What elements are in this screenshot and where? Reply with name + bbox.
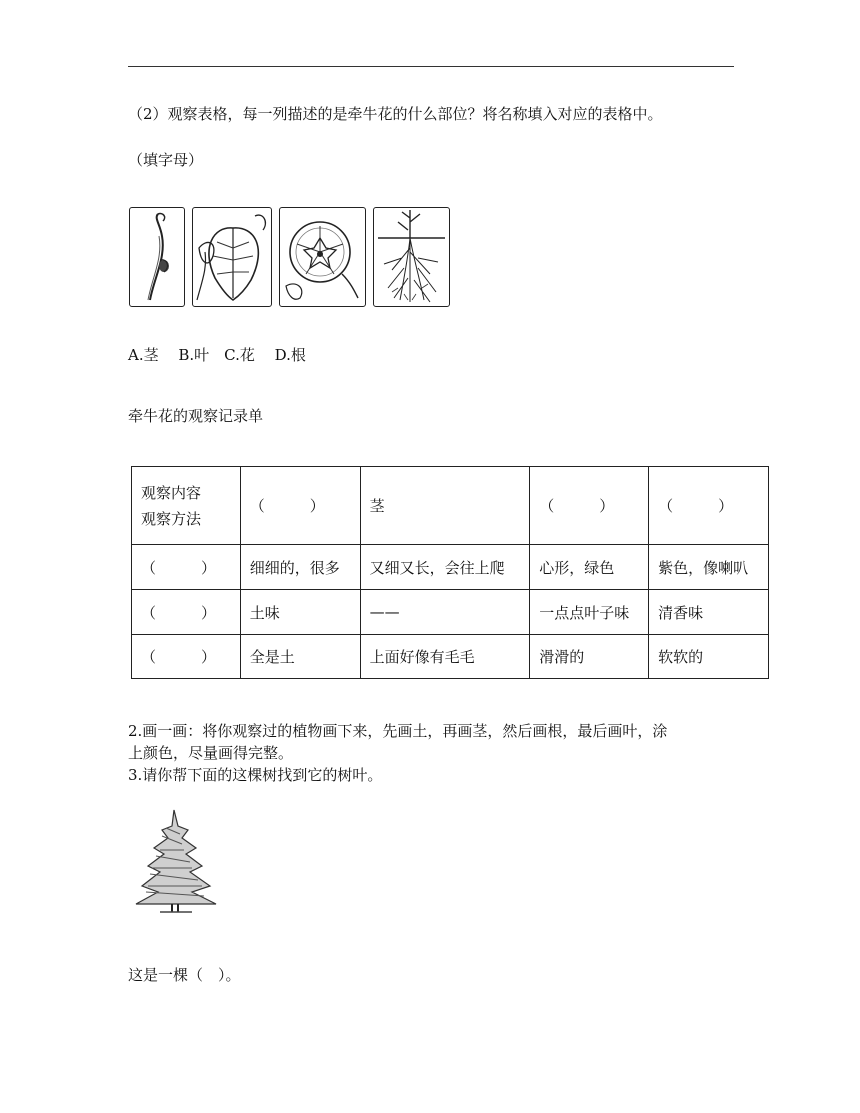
question-2-2-prompt: （2）观察表格，每一列描述的是牵牛花的什么部位？将名称填入对应的表格中。 — [128, 105, 663, 123]
plant-parts-pictures — [129, 207, 453, 307]
table-cell: 土味 — [240, 590, 360, 635]
table-cell: 滑滑的 — [530, 635, 649, 679]
table-cell: 又细又长，会往上爬 — [360, 545, 530, 590]
header-method-label: 观察方法 — [141, 509, 202, 528]
tree-icon — [132, 806, 220, 914]
question-2-line2: 上颜色，尽量画得完整。 — [128, 744, 294, 762]
table-cell: 清香味 — [649, 590, 769, 635]
stem-icon — [129, 207, 185, 307]
table-cell: 一点点叶子味 — [530, 590, 649, 635]
header-content-label: 观察内容 — [141, 483, 202, 502]
top-rule — [128, 66, 734, 67]
table-cell: 全是土 — [240, 635, 360, 679]
table-cell: 细细的，很多 — [240, 545, 360, 590]
table-cell: 软软的 — [649, 635, 769, 679]
header-corner-cell — [132, 467, 241, 545]
flower-icon — [279, 207, 366, 307]
row-label-1[interactable]: （ ） — [132, 545, 241, 590]
leaf-icon — [192, 207, 272, 307]
table-cell: 上面好像有毛毛 — [360, 635, 530, 679]
table-row — [132, 635, 769, 679]
table-cell: 心形，绿色 — [530, 545, 649, 590]
question-3-prompt: 3.请你帮下面的这棵树找到它的树叶。 — [128, 766, 383, 784]
column-header-4[interactable]: （ ） — [649, 467, 769, 545]
table-cell: —— — [360, 590, 530, 635]
row-label-3[interactable]: （ ） — [132, 635, 241, 679]
question-2-2-note: （填字母） — [128, 151, 204, 169]
table-header-row — [132, 467, 769, 545]
question-3-answer: 这是一棵（ ）。 — [128, 966, 241, 984]
column-header-2: 茎 — [360, 467, 530, 545]
column-header-3[interactable]: （ ） — [530, 467, 649, 545]
row-label-2[interactable]: （ ） — [132, 590, 241, 635]
table-cell: 紫色，像喇叭 — [649, 545, 769, 590]
observation-table — [131, 466, 769, 679]
root-icon — [373, 207, 450, 307]
question-2-line1: 2.画一画：将你观察过的植物画下来，先画土，再画茎，然后画根，最后画叶，涂 — [128, 722, 668, 740]
table-row — [132, 545, 769, 590]
column-header-1[interactable]: （ ） — [240, 467, 360, 545]
record-title: 牵牛花的观察记录单 — [128, 407, 264, 425]
options-line: A.茎 B.叶 C.花 D.根 — [128, 346, 306, 364]
table-row — [132, 590, 769, 635]
